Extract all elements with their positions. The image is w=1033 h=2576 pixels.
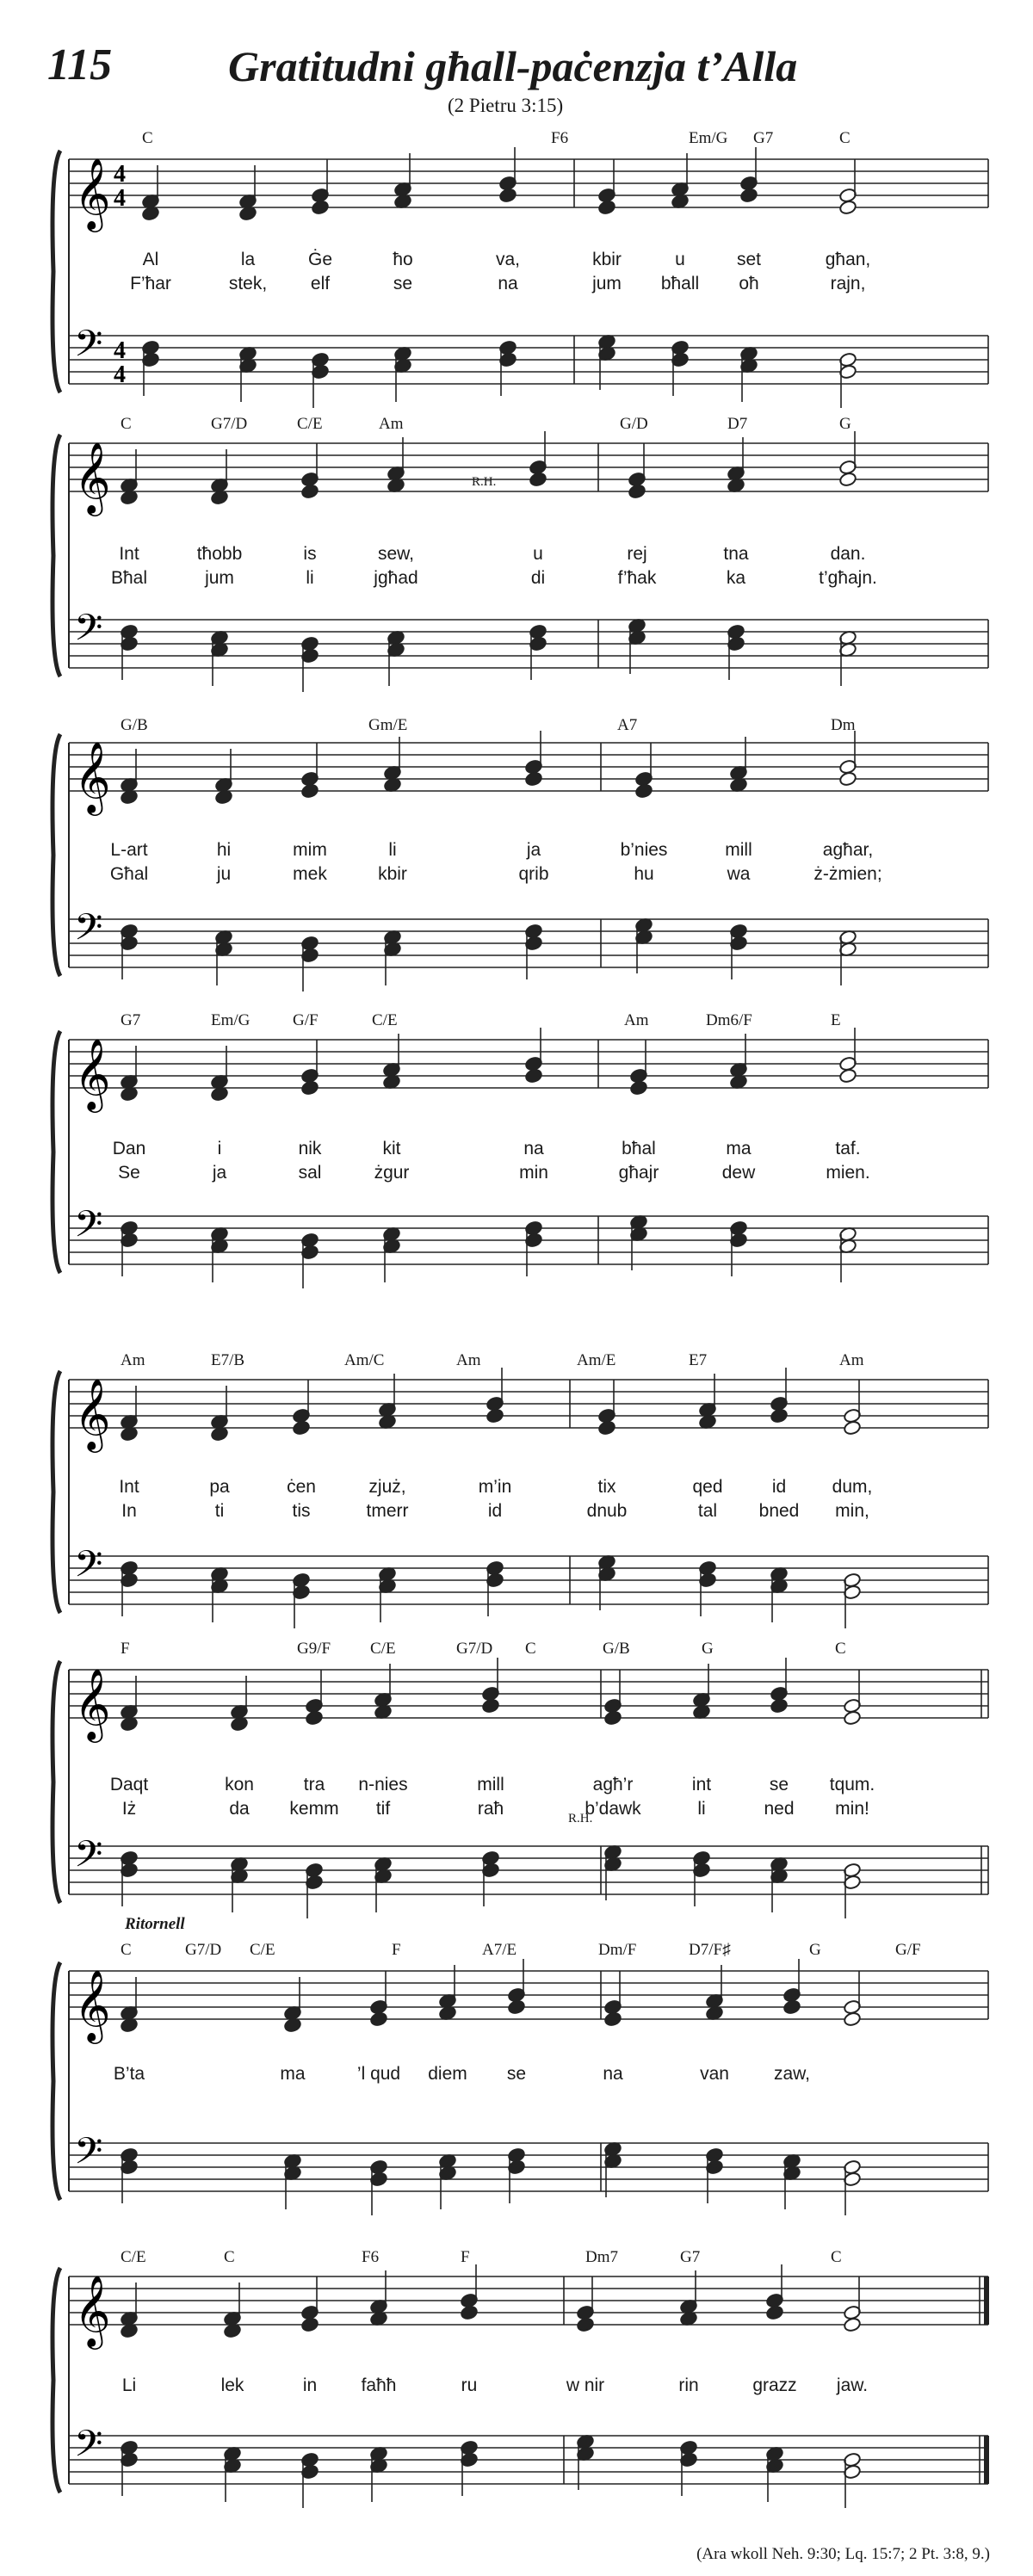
lyric-verse-2: da — [229, 1799, 250, 1819]
note-head — [838, 472, 857, 487]
lyric-verse-1: na — [523, 1139, 544, 1158]
bass-clef-icon: 𝄢 — [74, 607, 103, 658]
lyric-verse-2: tis — [292, 1501, 311, 1521]
lyric-verse-2: li — [697, 1799, 706, 1819]
lyric-verse-1: Int — [119, 1477, 139, 1497]
lyric-verse-2: stek, — [228, 274, 268, 293]
note-head — [300, 1080, 319, 1096]
system-bracket — [53, 435, 60, 676]
chord-symbol: A7/E — [482, 1941, 517, 1959]
lyric-verse-2: ka — [726, 568, 746, 588]
lyric-verse-1: jaw. — [836, 2375, 869, 2395]
note-head — [838, 200, 857, 215]
chord-symbol: C — [831, 2248, 842, 2266]
note-head — [524, 1068, 542, 1084]
chord-symbol: C/E — [121, 2248, 146, 2266]
chord-symbol: C/E — [370, 1640, 396, 1658]
chord-symbol: F — [392, 1941, 401, 1959]
lyric-verse-1: se — [506, 2064, 527, 2084]
lyric-verse-1: Dan — [112, 1139, 146, 1158]
chord-symbol: A7 — [617, 716, 638, 734]
note-head — [843, 2011, 861, 2027]
lyric-verse-1: tħobb — [196, 544, 243, 564]
lyric-verse-1: Daqt — [109, 1775, 149, 1795]
lyric-verse-2: min! — [835, 1799, 869, 1819]
note-head — [838, 1068, 857, 1084]
bass-clef-icon: 𝄢 — [74, 1543, 103, 1595]
note-head — [300, 2317, 319, 2332]
lyric-verse-1: tix — [597, 1477, 616, 1497]
system-bracket — [53, 734, 60, 976]
lyric-verse-1: ċen — [287, 1477, 316, 1497]
note-head — [507, 1999, 525, 2015]
lyric-verse-2: Iż — [121, 1799, 137, 1819]
lyric-verse-2: se — [393, 274, 413, 293]
note-head — [292, 1420, 310, 1436]
ritornell-label: Ritornell — [125, 1915, 185, 1933]
lyric-verse-2: kemm — [289, 1799, 339, 1819]
chord-symbol: F — [121, 1640, 130, 1658]
hymn-scripture-reference: (2 Pietru 3:15) — [448, 95, 564, 116]
chord-symbol: G7 — [753, 129, 774, 147]
treble-clef-icon: 𝄞 — [74, 441, 111, 513]
lyric-verse-1: ja — [526, 840, 541, 860]
treble-clef-icon: 𝄞 — [74, 1667, 111, 1739]
lyric-verse-1: u — [533, 544, 543, 564]
bass-clef-icon: 𝄢 — [74, 323, 103, 374]
lyric-verse-1: nik — [298, 1139, 322, 1158]
lyric-verse-1: Al — [142, 250, 159, 269]
chord-symbol: F6 — [362, 2248, 380, 2266]
lyric-verse-1: tna — [723, 544, 749, 564]
note-head — [369, 2011, 387, 2027]
lyric-verse-2: Bħal — [110, 568, 148, 588]
lyric-verse-2: tif — [375, 1799, 391, 1819]
chord-symbol: Am/E — [577, 1351, 616, 1369]
chord-symbol: Em/G — [689, 129, 728, 147]
system-bracket — [53, 1962, 60, 2200]
lyric-verse-2: jum — [592, 274, 622, 293]
lyric-verse-1: kbir — [592, 250, 622, 269]
lyric-verse-1: m’in — [478, 1477, 512, 1497]
chord-symbol: C/E — [250, 1941, 275, 1959]
lyric-verse-1: għan, — [825, 250, 871, 269]
chord-symbol: D7 — [727, 415, 748, 433]
lyric-verse-1: n-nies — [358, 1775, 408, 1795]
lyric-verse-1: grazz — [752, 2375, 797, 2395]
chord-symbol: E — [831, 1011, 841, 1029]
note-head — [843, 1420, 861, 1436]
system-bracket — [53, 2268, 60, 2493]
chord-symbol: G/D — [620, 415, 648, 433]
time-signature-bottom: 4 — [114, 185, 126, 212]
treble-clef-icon: 𝄞 — [74, 1968, 111, 2041]
rh-marking: R.H. — [472, 475, 497, 489]
lyric-verse-2: Se — [118, 1163, 140, 1183]
lyric-verse-1: sew, — [377, 544, 415, 564]
lyric-verse-2: wa — [727, 864, 751, 884]
chord-symbol: Dm/F — [598, 1941, 637, 1959]
chord-symbol: G9/F — [297, 1640, 331, 1658]
chord-symbol: G/B — [603, 1640, 630, 1658]
chord-symbol: G — [839, 415, 851, 433]
chord-symbol: Am — [839, 1351, 864, 1369]
chord-symbol: Am — [456, 1351, 481, 1369]
lyric-verse-1: i — [217, 1139, 222, 1158]
hymn-title: Gratitudni għall-paċenzja t’Alla — [228, 42, 798, 90]
lyric-verse-1: qed — [692, 1477, 723, 1497]
time-signature-top: 4 — [114, 161, 126, 188]
time-signature-top: 4 — [114, 337, 126, 364]
note-head — [481, 1698, 499, 1714]
note-head — [843, 1710, 861, 1726]
lyric-verse-1: diem — [428, 2064, 467, 2084]
chord-symbol: C — [224, 2248, 235, 2266]
note-head — [311, 200, 329, 215]
lyric-verse-1: agħar, — [822, 840, 874, 860]
lyric-verse-1: Ġe — [307, 250, 333, 269]
lyric-verse-2: bned — [758, 1501, 800, 1521]
note-head — [300, 783, 319, 799]
bass-clef-icon: 𝄢 — [74, 1203, 103, 1255]
system-bracket — [53, 1661, 60, 1903]
note-head — [634, 783, 653, 799]
note-head — [300, 484, 319, 499]
lyric-verse-1: taf. — [835, 1139, 861, 1158]
note-head — [770, 1698, 788, 1714]
note-head — [305, 1710, 323, 1726]
lyric-verse-2: dnub — [586, 1501, 628, 1521]
lyric-verse-1: dum, — [832, 1477, 873, 1497]
treble-clef-icon: 𝄞 — [74, 1037, 111, 1109]
note-head — [576, 2317, 594, 2332]
time-signature-bottom: 4 — [114, 361, 126, 388]
lyric-verse-2: bħall — [660, 274, 700, 293]
lyric-verse-2: jum — [205, 568, 234, 588]
chord-symbol: G7/D — [456, 1640, 493, 1658]
chord-symbol: G/F — [293, 1011, 319, 1029]
note-head — [628, 484, 646, 499]
lyric-verse-1: mim — [293, 840, 327, 860]
chord-symbol: F — [461, 2248, 470, 2266]
final-barline-thick — [984, 2436, 989, 2484]
chord-symbol: C — [839, 129, 851, 147]
lyric-verse-1: dan. — [830, 544, 866, 564]
chord-symbol: G7 — [121, 1011, 141, 1029]
chord-symbol: C — [142, 129, 153, 147]
chord-symbol: C/E — [372, 1011, 398, 1029]
lyric-verse-2: na — [498, 274, 518, 293]
treble-clef-icon: 𝄞 — [74, 157, 111, 229]
lyric-verse-1: w nir — [566, 2375, 605, 2395]
lyric-verse-1: li — [388, 840, 397, 860]
chord-symbol: G/F — [895, 1941, 921, 1959]
chord-symbol: E7/B — [211, 1351, 245, 1369]
note-head — [524, 771, 542, 787]
lyric-verse-2: mien. — [826, 1163, 870, 1183]
lyric-verse-1: ħo — [393, 250, 413, 269]
footnote-references: (Ara wkoll Neh. 9:30; Lq. 15:7; 2 Pt. 3:8, 9.) — [696, 2545, 990, 2563]
chord-symbol: Gm/E — [368, 716, 408, 734]
lyric-verse-2: min, — [835, 1501, 869, 1521]
lyric-verse-1: in — [302, 2375, 318, 2395]
note-head — [597, 200, 615, 215]
lyric-verse-1: b’nies — [620, 840, 668, 860]
hymn-number: 115 — [47, 40, 113, 90]
lyric-verse-2: ned — [764, 1799, 795, 1819]
lyric-verse-2: żgur — [374, 1163, 410, 1183]
chord-symbol: Am — [379, 415, 404, 433]
chord-symbol: Am — [624, 1011, 649, 1029]
lyric-verse-2: F’ħar — [130, 274, 171, 293]
lyric-verse-1: ma — [726, 1139, 752, 1158]
note-head — [529, 472, 547, 487]
chord-symbol: G7 — [680, 2248, 701, 2266]
lyric-verse-1: pa — [209, 1477, 230, 1497]
lyric-verse-2: f’ħak — [617, 568, 657, 588]
lyric-verse-2: hu — [634, 864, 654, 884]
lyric-verse-2: min — [519, 1163, 548, 1183]
note-head — [838, 771, 857, 787]
lyric-verse-2: t’għajn. — [819, 568, 877, 588]
lyric-verse-2: dew — [721, 1163, 756, 1183]
note-head — [603, 1710, 622, 1726]
lyric-verse-1: bħal — [622, 1139, 656, 1158]
lyric-verse-1: ru — [461, 2375, 478, 2395]
chord-symbol: Em/G — [211, 1011, 251, 1029]
lyric-verse-1: set — [736, 250, 762, 269]
chord-symbol: C/E — [297, 415, 323, 433]
lyric-verse-1: hi — [216, 840, 232, 860]
lyric-verse-1: mill — [725, 840, 752, 860]
lyric-verse-2: mek — [293, 864, 327, 884]
lyric-verse-1: kit — [382, 1139, 401, 1158]
lyric-verse-1: faħħ — [361, 2375, 397, 2395]
chord-symbol: Am — [121, 1351, 145, 1369]
lyric-verse-1: ’l qud — [356, 2064, 401, 2084]
chord-symbol: E7 — [689, 1351, 708, 1369]
chord-symbol: Am/C — [344, 1351, 385, 1369]
lyric-verse-2: kbir — [378, 864, 407, 884]
lyric-verse-2: jgħad — [374, 568, 418, 588]
treble-clef-icon: 𝄞 — [74, 1377, 111, 1449]
lyric-verse-2: tmerr — [366, 1501, 409, 1521]
lyric-verse-1: la — [240, 250, 256, 269]
lyric-verse-2: In — [121, 1501, 137, 1521]
note-head — [843, 2317, 861, 2332]
note-head — [629, 1080, 647, 1096]
note-head — [486, 1408, 504, 1424]
bass-clef-icon: 𝄢 — [74, 2130, 103, 2182]
lyric-verse-1: zaw, — [773, 2064, 811, 2084]
lyric-verse-2: Għal — [109, 864, 149, 884]
chord-symbol: G — [702, 1640, 714, 1658]
lyric-verse-2: id — [487, 1501, 503, 1521]
lyric-verse-2: ti — [214, 1501, 225, 1521]
lyric-verse-2: oħ — [739, 274, 759, 293]
lyric-verse-1: kon — [225, 1775, 254, 1795]
lyric-verse-1: Int — [119, 544, 139, 564]
final-barline-thick — [984, 2276, 989, 2325]
lyric-verse-2: di — [530, 568, 546, 588]
lyric-verse-2: qrib — [518, 864, 549, 884]
lyric-verse-1: mill — [477, 1775, 504, 1795]
chord-symbol: G — [809, 1941, 821, 1959]
treble-clef-icon: 𝄞 — [74, 740, 111, 812]
system-bracket — [53, 151, 60, 392]
lyric-verse-2: għajr — [618, 1163, 659, 1183]
lyric-verse-2: rajn, — [830, 274, 866, 293]
system-bracket — [53, 1371, 60, 1613]
lyric-verse-1: van — [700, 2064, 729, 2084]
bass-clef-icon: 𝄢 — [74, 1833, 103, 1885]
lyric-verse-2: ja — [212, 1163, 227, 1183]
note-head — [498, 188, 516, 203]
chord-symbol: G7/D — [211, 415, 248, 433]
chord-symbol: G/B — [121, 716, 148, 734]
lyric-verse-2: li — [306, 568, 314, 588]
lyric-verse-1: na — [603, 2064, 623, 2084]
lyric-verse-1: agħ’r — [592, 1775, 634, 1795]
note-head — [597, 1420, 615, 1436]
lyric-verse-1: Li — [121, 2375, 137, 2395]
note-head — [782, 1999, 801, 2015]
lyric-verse-1: rin — [678, 2375, 699, 2395]
treble-clef-icon: 𝄞 — [74, 2274, 111, 2346]
lyric-verse-1: va, — [495, 250, 521, 269]
note-head — [765, 2305, 783, 2320]
lyric-verse-2: elf — [310, 274, 331, 293]
lyric-verse-1: u — [675, 250, 685, 269]
chord-symbol: C — [121, 415, 132, 433]
note-head — [603, 2011, 622, 2027]
chord-symbol: Dm — [831, 716, 856, 734]
chord-symbol: Dm7 — [585, 2248, 618, 2266]
lyric-verse-2: ż-żmien; — [813, 864, 882, 884]
lyric-verse-1: tqum. — [829, 1775, 875, 1795]
lyric-verse-2: ju — [216, 864, 232, 884]
chord-symbol: G7/D — [185, 1941, 222, 1959]
chord-symbol: C — [525, 1640, 536, 1658]
chord-symbol: C — [121, 1941, 132, 1959]
lyric-verse-1: se — [769, 1775, 789, 1795]
bass-clef-icon: 𝄢 — [74, 2423, 103, 2474]
system-bracket — [53, 1031, 60, 1273]
chord-symbol: C — [835, 1640, 846, 1658]
note-head — [739, 188, 758, 203]
lyric-verse-1: L-art — [110, 840, 148, 860]
lyric-verse-1: ma — [280, 2064, 306, 2084]
bass-clef-icon: 𝄢 — [74, 906, 103, 958]
note-head — [770, 1408, 788, 1424]
lyric-verse-1: id — [771, 1477, 787, 1497]
chord-symbol: F6 — [551, 129, 569, 147]
lyric-verse-1: int — [691, 1775, 712, 1795]
lyric-verse-1: is — [303, 544, 317, 564]
lyric-verse-2: raħ — [477, 1799, 504, 1819]
lyric-verse-2: sal — [298, 1163, 322, 1183]
lyric-verse-1: rej — [627, 544, 647, 564]
lyric-verse-2: b’dawk — [585, 1799, 641, 1819]
lyric-verse-1: tra — [303, 1775, 325, 1795]
rh-marking: R.H. — [568, 1812, 593, 1825]
lyric-verse-2: tal — [697, 1501, 718, 1521]
chord-symbol: Dm6/F — [706, 1011, 752, 1029]
lyric-verse-1: zjuż, — [368, 1477, 406, 1497]
lyric-verse-1: B’ta — [113, 2064, 145, 2084]
lyric-verse-1: lek — [220, 2375, 244, 2395]
note-head — [460, 2305, 478, 2320]
chord-symbol: D7/F♯ — [689, 1941, 731, 1959]
